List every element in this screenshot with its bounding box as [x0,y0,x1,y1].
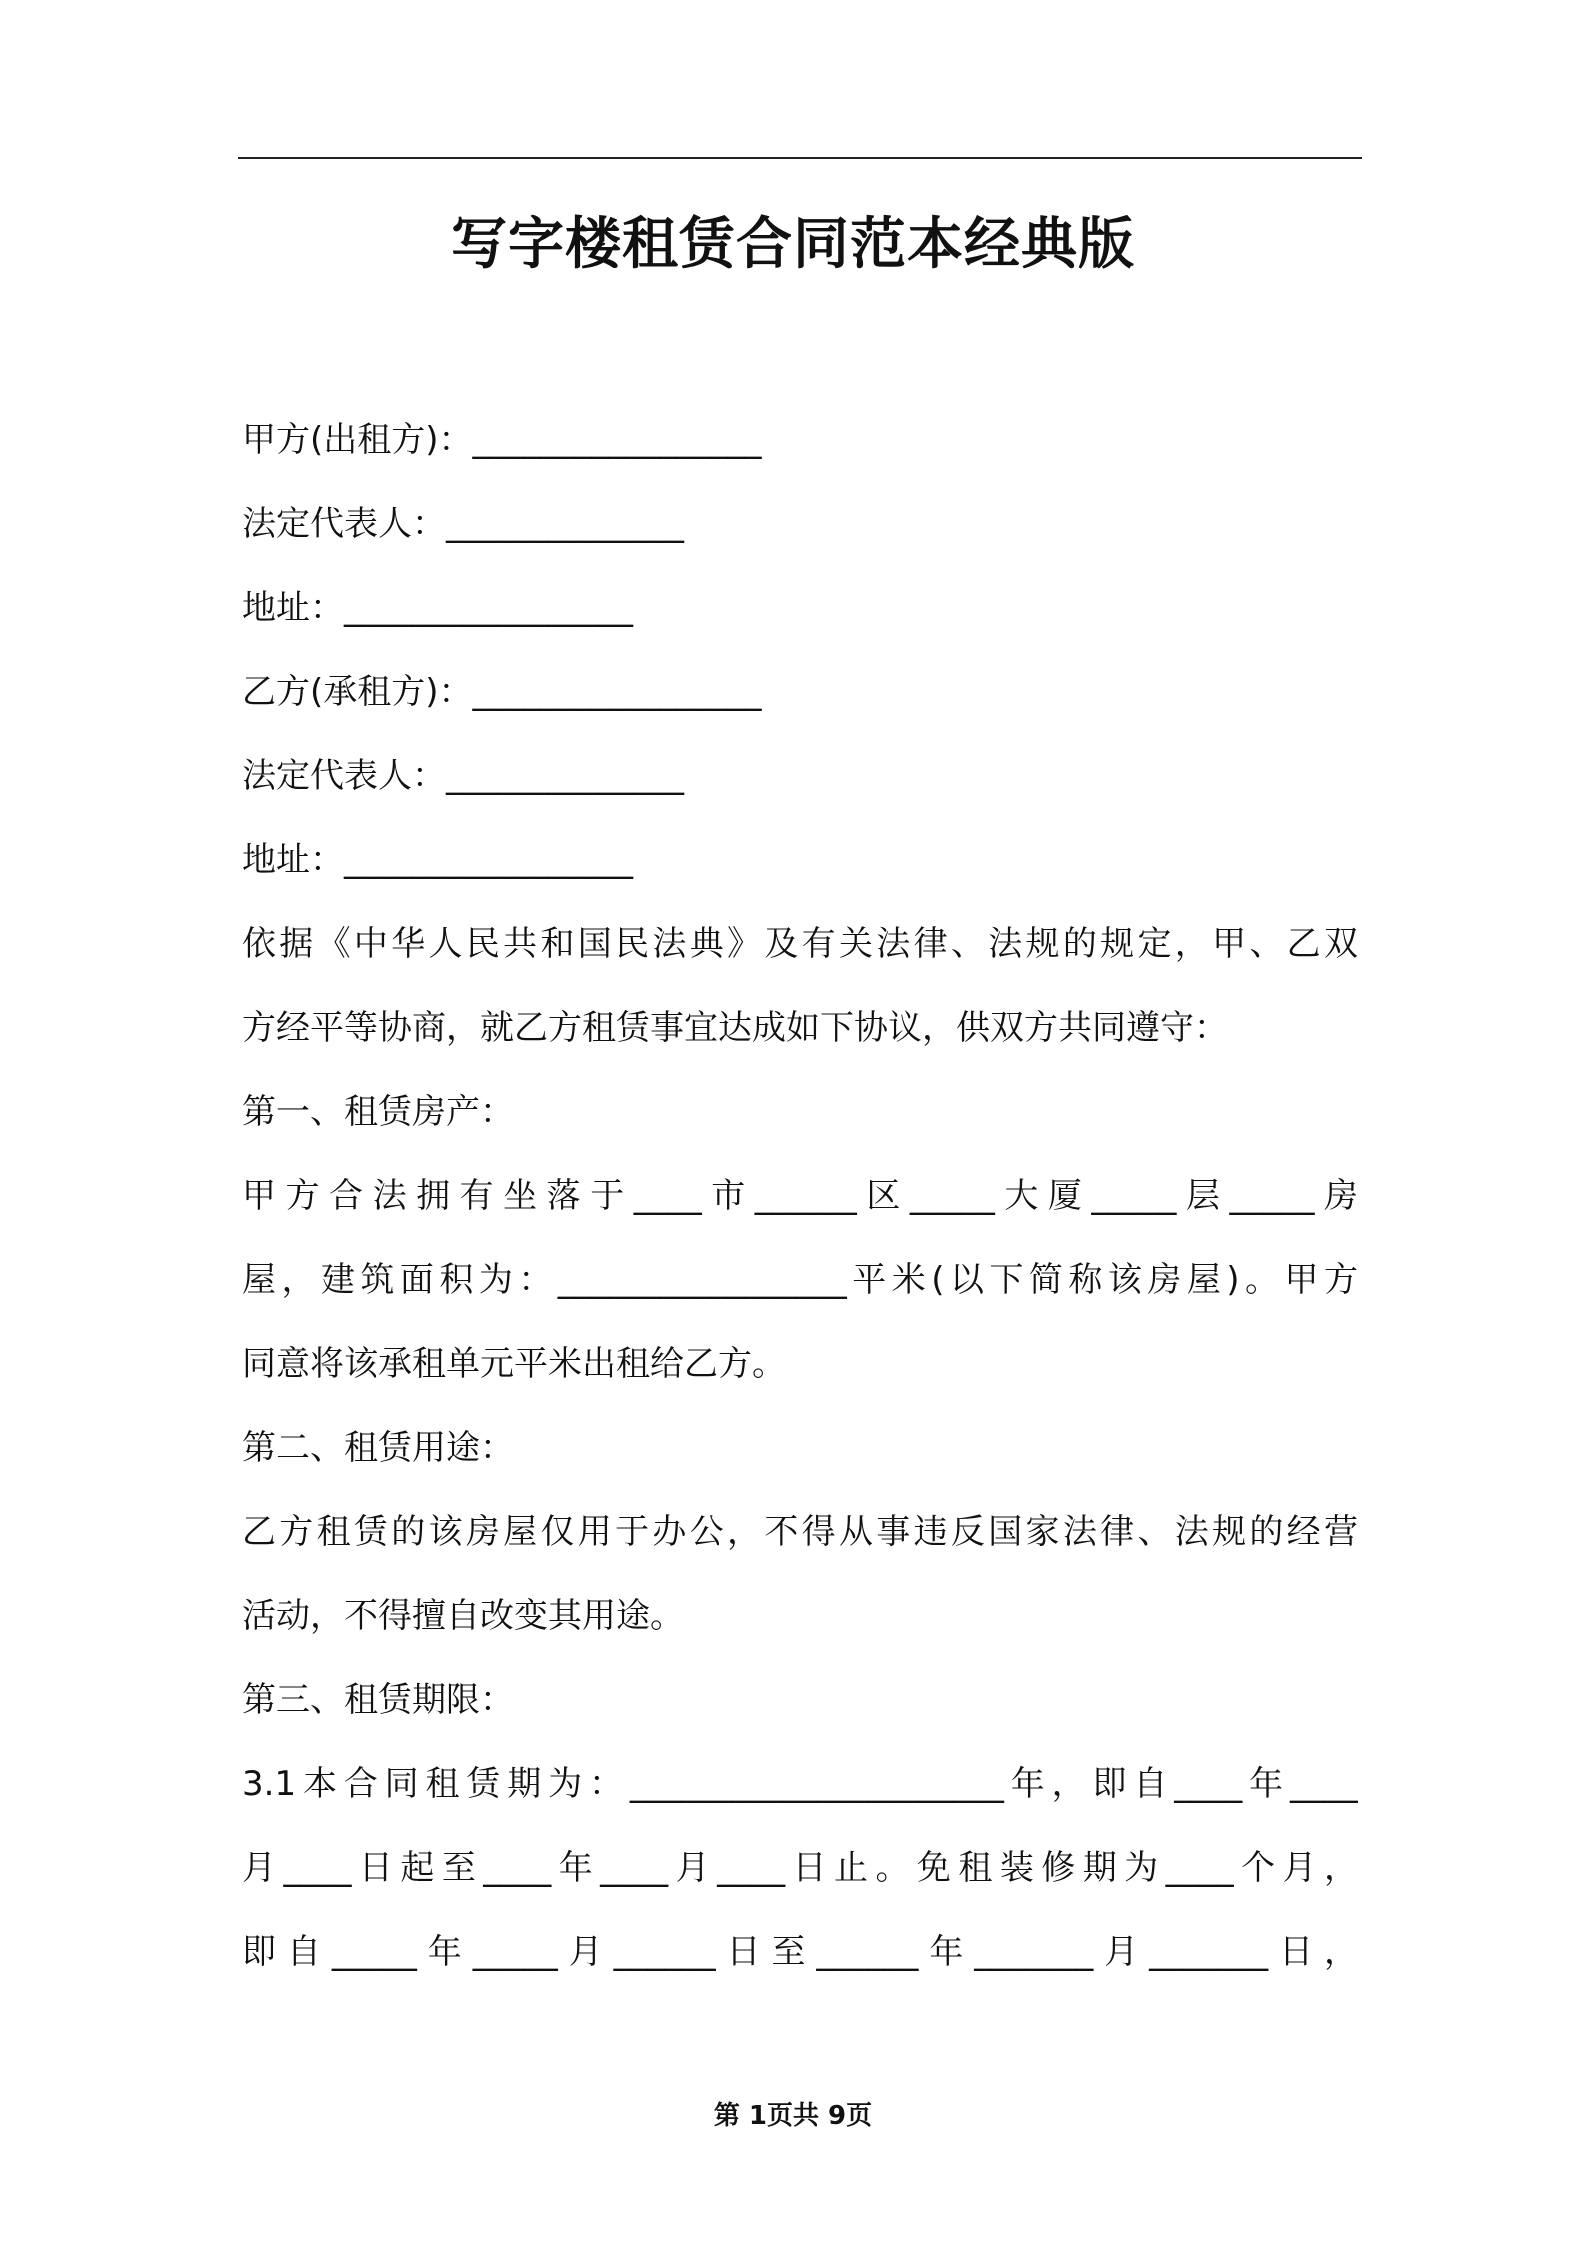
party-b-address-line: 地址：_________________ [242,840,633,880]
page-number: 第 1页共 9页 [713,2101,873,2131]
party-b-line: 乙方(承租方)：_________________ [242,672,762,712]
preamble-line-2: 方经平等协商，就乙方租赁事宜达成如下协议，供双方共同遵守： [242,1008,1228,1048]
section-3-heading: 第三、租赁期限： [242,1680,514,1720]
section-2-line-2: 活动，不得擅自改变其用途。 [242,1596,684,1636]
section-3-line-2: 月____日起至____年____月____日止。免租装修期为____个月， [242,1848,1358,1888]
party-b-representative-line: 法定代表人：______________ [242,756,684,796]
section-1-line-3: 同意将该承租单元平米出租给乙方。 [242,1344,786,1384]
section-2-heading: 第二、租赁用途： [242,1428,514,1468]
party-a-representative-line: 法定代表人：______________ [242,504,684,544]
party-a-address-line: 地址：_________________ [242,588,633,628]
preamble-line-1: 依据《中华人民共和国民法典》及有关法律、法规的规定，甲、乙双 [242,924,1358,964]
header-rule [238,157,1362,159]
document-body [242,398,1358,1994]
document-title: 写字楼租赁合同范本经典版 [451,212,1135,277]
section-2-line-1: 乙方租赁的该房屋仅用于办公，不得从事违反国家法律、法规的经营 [242,1512,1358,1552]
party-a-line: 甲方(出租方)：_________________ [242,420,762,460]
section-1-line-2: 屋，建筑面积为：_________________平米(以下简称该房屋)。甲方 [242,1260,1358,1300]
section-1-line-1: 甲方合法拥有坐落于____市______区_____大厦_____层_____房 [242,1176,1358,1216]
section-3-line-1: 3.1本合同租赁期为：______________________年，即自____年____ [242,1764,1358,1804]
section-1-heading: 第一、租赁房产： [242,1092,514,1132]
section-3-line-3: 即自_____年_____月______日至______年_______月_______日， [242,1932,1358,1972]
